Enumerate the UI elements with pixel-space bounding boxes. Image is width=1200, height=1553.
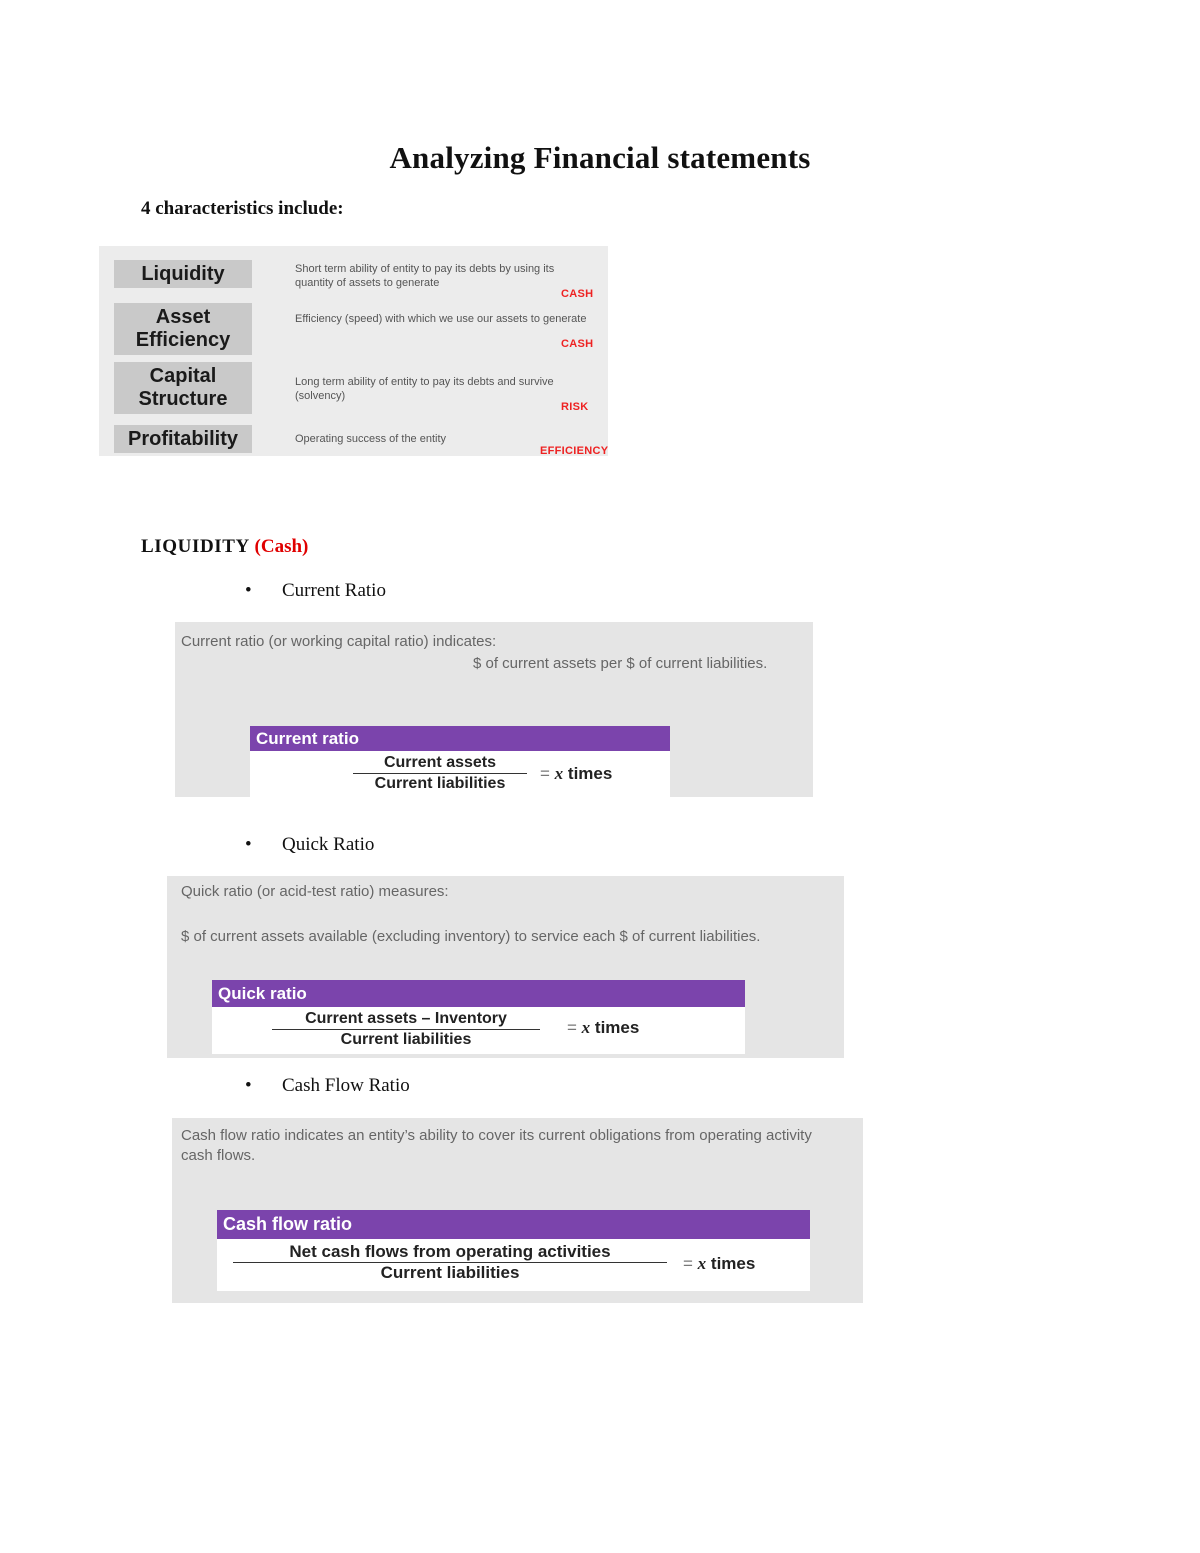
bullet-quick-ratio xyxy=(245,834,374,856)
quick-ratio-fraction xyxy=(272,1009,540,1050)
cash-flow-ratio-fraction xyxy=(233,1242,667,1283)
cash-flow-ratio-denominator: Current liabilities xyxy=(380,1263,520,1282)
section-heading xyxy=(141,536,308,558)
current-ratio-card xyxy=(175,622,813,797)
bullet-label: Current Ratio xyxy=(282,580,386,601)
bullet-label: Cash Flow Ratio xyxy=(282,1075,410,1096)
section-heading-highlight: (Cash) xyxy=(254,536,309,557)
tag-profitability: EFFICIENCY xyxy=(540,445,609,457)
result-unit: times xyxy=(710,1254,756,1273)
chip-profitability: Profitability xyxy=(114,425,252,453)
current-ratio-result xyxy=(540,764,612,784)
desc-capital-structure: Long term ability of entity to pay its debts and survive (solvency) xyxy=(295,376,554,402)
characteristics-subtitle: 4 characteristics include: xyxy=(141,198,344,219)
bullet-dot-icon: • xyxy=(245,1075,252,1096)
cash-flow-ratio-numerator: Net cash flows from operating activities xyxy=(233,1242,667,1263)
section-heading-text: LIQUIDITY xyxy=(141,536,250,557)
current-ratio-denominator: Current liabilities xyxy=(374,775,506,792)
cash-flow-ratio-intro: Cash flow ratio indicates an entity’s ability to cover its current obligations from operating activity cash flows. xyxy=(181,1127,812,1164)
document-title: Analyzing Financial statements xyxy=(389,140,811,175)
current-ratio-numerator: Current assets xyxy=(353,753,527,774)
equals-sign: = xyxy=(567,1018,577,1037)
quick-ratio-formula-title: Quick ratio xyxy=(212,980,745,1007)
bullet-cash-flow-ratio xyxy=(245,1075,410,1097)
desc-profitability: Operating success of the entity xyxy=(295,433,447,445)
current-ratio-intro-2: $ of current assets per $ of current liabilities. xyxy=(473,655,768,672)
bullet-dot-icon: • xyxy=(245,580,252,601)
cash-flow-ratio-formula-box xyxy=(217,1210,810,1291)
chip-asset-efficiency: Asset Efficiency xyxy=(114,303,252,355)
result-unit: times xyxy=(567,764,613,783)
current-ratio-fraction xyxy=(353,753,527,794)
quick-ratio-denominator: Current liabilities xyxy=(340,1031,472,1048)
cash-flow-ratio-formula-title: Cash flow ratio xyxy=(217,1210,810,1239)
chip-liquidity: Liquidity xyxy=(114,260,252,288)
quick-ratio-card xyxy=(167,876,844,1058)
characteristics-table xyxy=(99,246,608,456)
result-variable: x xyxy=(697,1254,707,1273)
tag-asset-efficiency: CASH xyxy=(561,338,594,350)
quick-ratio-intro-2: $ of current assets available (excluding inventory) to service each $ of current liabilities. xyxy=(181,928,761,945)
cash-flow-ratio-result xyxy=(683,1254,755,1274)
desc-asset-efficiency: Efficiency (speed) with which we use our assets to generate xyxy=(295,313,587,325)
equals-sign: = xyxy=(683,1254,693,1273)
quick-ratio-numerator: Current assets – Inventory xyxy=(272,1009,540,1030)
tag-capital-structure: RISK xyxy=(561,401,589,413)
quick-ratio-formula-box xyxy=(212,980,745,1054)
bullet-current-ratio xyxy=(245,580,386,602)
quick-ratio-intro: Quick ratio (or acid-test ratio) measures: xyxy=(181,883,449,900)
bullet-dot-icon: • xyxy=(245,834,252,855)
result-variable: x xyxy=(581,1018,591,1037)
result-unit: times xyxy=(594,1018,640,1037)
current-ratio-intro: Current ratio (or working capital ratio) indicates: xyxy=(181,633,497,650)
quick-ratio-result xyxy=(567,1018,639,1038)
desc-liquidity: Short term ability of entity to pay its debts by using its quantity of assets to generate xyxy=(295,263,555,289)
current-ratio-formula-box xyxy=(250,726,670,797)
cash-flow-ratio-card xyxy=(172,1118,863,1303)
current-ratio-formula-title: Current ratio xyxy=(250,726,670,751)
bullet-label: Quick Ratio xyxy=(282,834,375,855)
chip-capital-structure: Capital Structure xyxy=(114,362,252,414)
result-variable: x xyxy=(554,764,564,783)
tag-liquidity: CASH xyxy=(561,288,594,300)
equals-sign: = xyxy=(540,764,550,783)
